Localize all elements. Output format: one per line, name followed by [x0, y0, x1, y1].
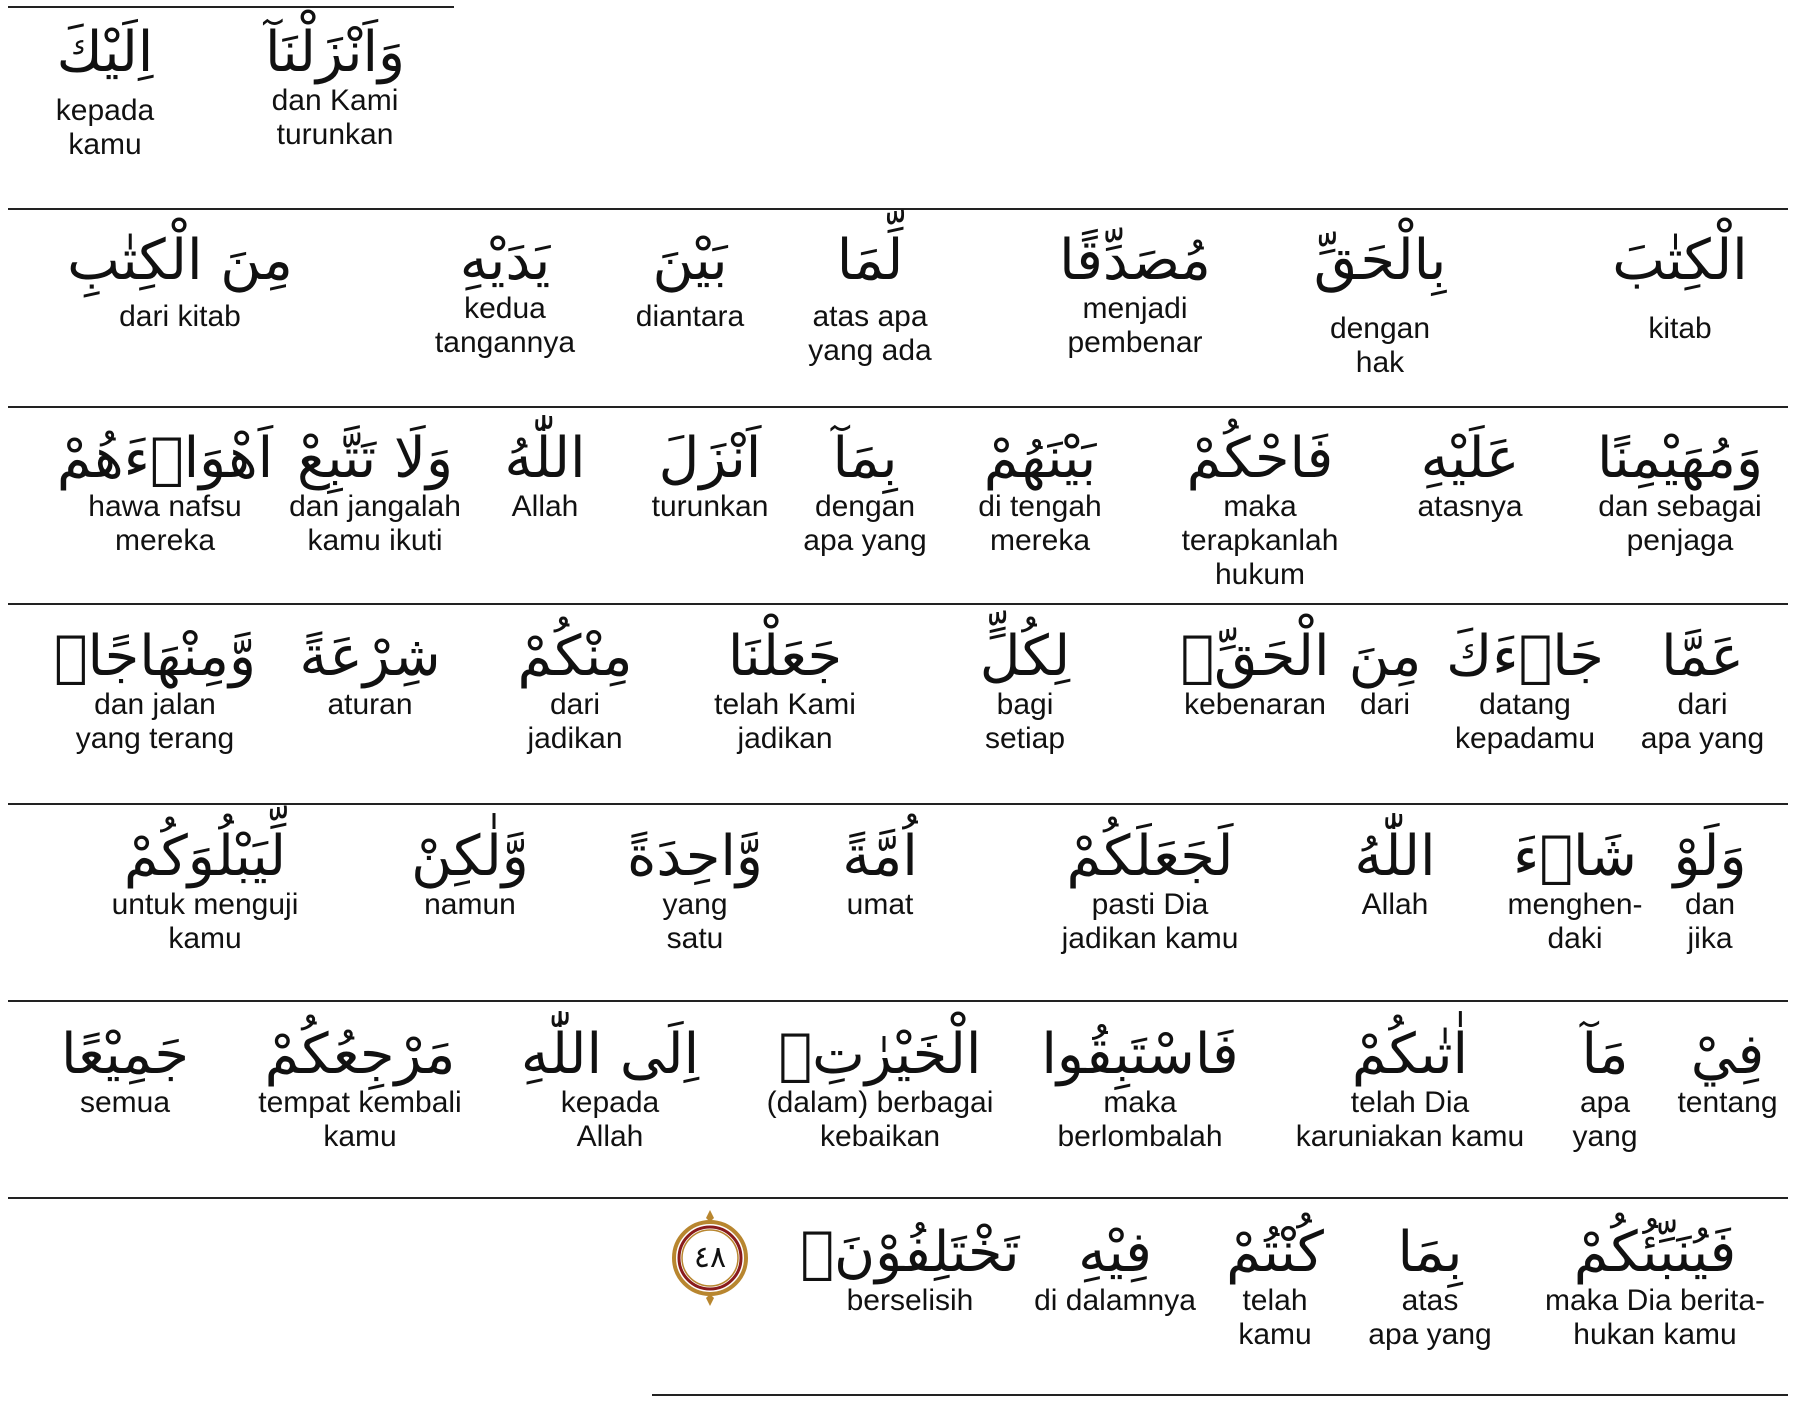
- word-pair: [505, 626, 645, 756]
- rule-6: [8, 1197, 1788, 1199]
- arabic-word: شِرْعَةً: [299, 624, 441, 689]
- arabic-word: بِمَا: [1397, 1220, 1463, 1285]
- word-pair: [755, 1024, 1005, 1154]
- translation-text: kebenaran: [1184, 687, 1326, 721]
- translation-text: dan Kami turunkan: [271, 83, 399, 151]
- translation-text: telah Dia karuniakan kamu: [1295, 1085, 1525, 1153]
- word-pair: [1160, 428, 1360, 592]
- rule-5: [8, 1000, 1788, 1002]
- arabic-word: وَلَا تَتَّبِعْ: [297, 426, 453, 491]
- arabic-word: وَمُهَيْمِنًا: [1596, 426, 1764, 491]
- translation-text: turunkan: [651, 489, 769, 523]
- translation-text: pasti Dia jadikan kamu: [1061, 887, 1239, 955]
- word-pair: [235, 22, 435, 152]
- word-pair: [1300, 230, 1460, 380]
- arabic-word: لِّيَبْلُوَكُمْ: [123, 824, 287, 889]
- word-pair: [1400, 428, 1540, 524]
- arabic-word: الْحَقِّۗ: [1180, 624, 1330, 689]
- rule-3: [8, 603, 1788, 605]
- word-pair: [1580, 428, 1780, 558]
- arabic-word: بَيْنَهُمْ: [983, 426, 1097, 491]
- translation-text: atasnya: [1417, 489, 1523, 523]
- translation-text: untuk menguji kamu: [111, 887, 299, 955]
- word-pair: [695, 626, 875, 756]
- arabic-word: مَرْجِعُكُمْ: [264, 1022, 456, 1087]
- word-pair: [1625, 626, 1780, 756]
- word-pair: [1040, 230, 1230, 360]
- word-pair: [1350, 1222, 1510, 1352]
- word-pair: [400, 826, 540, 922]
- arabic-word: مِنْكُمْ: [517, 624, 633, 689]
- arabic-word: شَاۤءَ: [1513, 824, 1637, 889]
- arabic-word: الْكِتٰبَ: [1612, 228, 1748, 293]
- word-pair: [1290, 1024, 1530, 1154]
- word-pair: [1340, 626, 1430, 722]
- arabic-word: اُمَّةً: [842, 824, 918, 889]
- arabic-word: فَاسْتَبِقُوا: [1041, 1022, 1239, 1087]
- word-pair: [1665, 1024, 1790, 1120]
- arabic-word: فِيْ: [1690, 1022, 1765, 1087]
- arabic-word: تَخْتَلِفُوْنَۙ: [800, 1220, 1020, 1285]
- translation-text: yang satu: [662, 887, 728, 955]
- arabic-word: مُصَدِّقًا: [1059, 228, 1211, 293]
- translation-text: maka Dia berita- hukan kamu: [1544, 1283, 1766, 1351]
- translation-text: dari apa yang: [1640, 687, 1765, 755]
- word-pair: [955, 428, 1125, 558]
- translation-text: apa yang: [1572, 1085, 1638, 1153]
- translation-text: umat: [846, 887, 914, 921]
- translation-text: dengan apa yang: [803, 489, 927, 557]
- word-pair: [1040, 826, 1260, 956]
- translation-text: dari kitab: [119, 299, 241, 333]
- arabic-word: عَمَّا: [1661, 624, 1744, 689]
- word-pair: [415, 230, 595, 360]
- arabic-word: وَّمِنْهَاجًاۗ: [53, 624, 257, 689]
- translation-text: dan jangalah kamu ikuti: [289, 489, 461, 557]
- arabic-word: مَآ: [1581, 1022, 1629, 1087]
- word-pair: [1650, 826, 1770, 956]
- word-pair: [300, 626, 440, 722]
- translation-text: atas apa yang ada: [808, 299, 932, 367]
- word-pair: [1040, 1024, 1240, 1154]
- arabic-word: فَاحْكُمْ: [1186, 426, 1334, 491]
- rule-4: [8, 803, 1788, 805]
- translation-text: maka berlombalah: [1057, 1085, 1223, 1153]
- arabic-word: وَاَنْزَلْنَآ: [264, 20, 406, 85]
- word-pair: [1575, 230, 1785, 346]
- word-pair: [53, 624, 257, 756]
- translation-text: Allah: [511, 489, 579, 523]
- translation-text: dan jalan yang terang: [75, 687, 235, 755]
- arabic-word: بَيْنَ: [652, 228, 728, 293]
- translation-text: kepada Allah: [560, 1085, 660, 1153]
- translation-text: aturan: [327, 687, 413, 721]
- word-pair: [275, 428, 475, 558]
- arabic-word: وَلَوْ: [1673, 824, 1747, 889]
- arabic-word: فِيْهِ: [1078, 1220, 1152, 1285]
- translation-text: bagi setiap: [984, 687, 1066, 755]
- arabic-word: بِمَآ: [832, 426, 898, 491]
- translation-text: berselisih: [846, 1283, 974, 1317]
- translation-text: namun: [424, 887, 516, 921]
- word-pair: [1495, 826, 1655, 956]
- word-pair: [1020, 1222, 1210, 1318]
- word-pair: [1555, 1024, 1655, 1154]
- rule-1: [8, 208, 1788, 210]
- arabic-word: اِلَى اللّٰهِ: [520, 1022, 700, 1087]
- word-pair: [620, 230, 760, 334]
- word-pair: [1530, 1222, 1780, 1352]
- translation-text: tentang: [1677, 1085, 1778, 1119]
- arabic-word: فَيُنَبِّئُكُمْ: [1573, 1220, 1737, 1285]
- word-pair: [1215, 1222, 1335, 1352]
- arabic-word: اللّٰهُ: [504, 426, 586, 491]
- word-pair: [1170, 626, 1340, 722]
- arabic-word: لِكُلٍّ: [979, 624, 1071, 689]
- translation-text: Allah: [1361, 887, 1429, 921]
- rule-bottom: [652, 1394, 1788, 1396]
- translation-text: diantara: [635, 299, 745, 333]
- word-pair: [790, 230, 950, 368]
- translation-text: kitab: [1648, 311, 1712, 345]
- arabic-word: عَلَيْهِ: [1420, 426, 1520, 491]
- arabic-word: وَّاحِدَةً: [627, 824, 763, 889]
- word-pair: [935, 626, 1115, 756]
- rule-top: [8, 6, 454, 8]
- translation-text: telah kamu: [1238, 1283, 1312, 1351]
- translation-text: tempat kembali kamu: [258, 1085, 462, 1153]
- arabic-word: اَنْزَلَ: [658, 426, 762, 491]
- arabic-word: جَعَلْنَا: [727, 624, 843, 689]
- translation-text: kepada kamu: [55, 93, 155, 161]
- arabic-word: اَهْوَاۤءَهُمْ: [56, 426, 274, 491]
- word-pair: [520, 1022, 700, 1154]
- arabic-word: جَمِيْعًا: [61, 1022, 189, 1087]
- word-pair: [820, 826, 940, 922]
- word-pair: [640, 428, 780, 524]
- translation-text: menghen- daki: [1507, 887, 1643, 955]
- arabic-word: لَجَعَلَكُمْ: [1066, 824, 1234, 889]
- word-pair: [245, 1024, 475, 1154]
- word-pair: [85, 826, 325, 956]
- translation-text: hawa nafsu mereka: [88, 489, 242, 557]
- translation-text: dan sebagai penjaga: [1598, 489, 1762, 557]
- word-pair: [55, 1024, 195, 1120]
- rule-2: [8, 406, 1788, 408]
- arabic-word: وَّلٰكِنْ: [411, 824, 529, 889]
- arabic-word: اٰتٰىكُمْ: [1351, 1022, 1469, 1087]
- word-pair: [1440, 626, 1610, 756]
- verse-number: ٤٨: [693, 1240, 727, 1275]
- translation-text: dan jika: [1684, 887, 1736, 955]
- word-pair: [40, 230, 320, 334]
- translation-text: dari jadikan: [527, 687, 623, 755]
- arabic-word: يَدَيْهِ: [459, 228, 551, 293]
- translation-text: di dalamnya: [1034, 1283, 1196, 1317]
- translation-text: dari: [1359, 687, 1411, 721]
- arabic-word: بِالْحَقِّ: [1313, 228, 1447, 293]
- translation-text: kedua tangannya: [434, 291, 576, 359]
- arabic-word: مِنَ: [1348, 624, 1422, 689]
- arabic-word: جَاۤءَكَ: [1446, 624, 1604, 689]
- translation-text: datang kepadamu: [1454, 687, 1596, 755]
- translation-text: menjadi pembenar: [1067, 291, 1203, 359]
- translation-text: semua: [79, 1085, 171, 1119]
- arabic-word: اِلَيْكَ: [56, 20, 154, 85]
- word-pair: [1340, 826, 1450, 922]
- word-pair: [30, 22, 180, 162]
- verse-number-badge: [670, 1208, 750, 1308]
- translation-text: dengan hak: [1329, 311, 1431, 379]
- arabic-word: الْخَيْرٰتِۗ: [778, 1022, 982, 1087]
- word-pair: [495, 428, 595, 524]
- word-pair: [800, 1220, 1020, 1318]
- translation-text: (dalam) berbagai kebaikan: [766, 1085, 994, 1153]
- translation-text: maka terapkanlah hukum: [1181, 489, 1339, 591]
- word-pair: [56, 426, 274, 558]
- word-pair: [615, 826, 775, 956]
- word-pair: [790, 428, 940, 558]
- translation-text: atas apa yang: [1368, 1283, 1492, 1351]
- translation-text: di tengah mereka: [978, 489, 1102, 557]
- translation-text: telah Kami jadikan: [714, 687, 856, 755]
- arabic-word: كُنْتُمْ: [1226, 1220, 1324, 1285]
- arabic-word: مِنَ الْكِتٰبِ: [67, 228, 293, 293]
- arabic-word: لِّمَا: [836, 228, 904, 293]
- arabic-word: اللّٰهُ: [1354, 824, 1436, 889]
